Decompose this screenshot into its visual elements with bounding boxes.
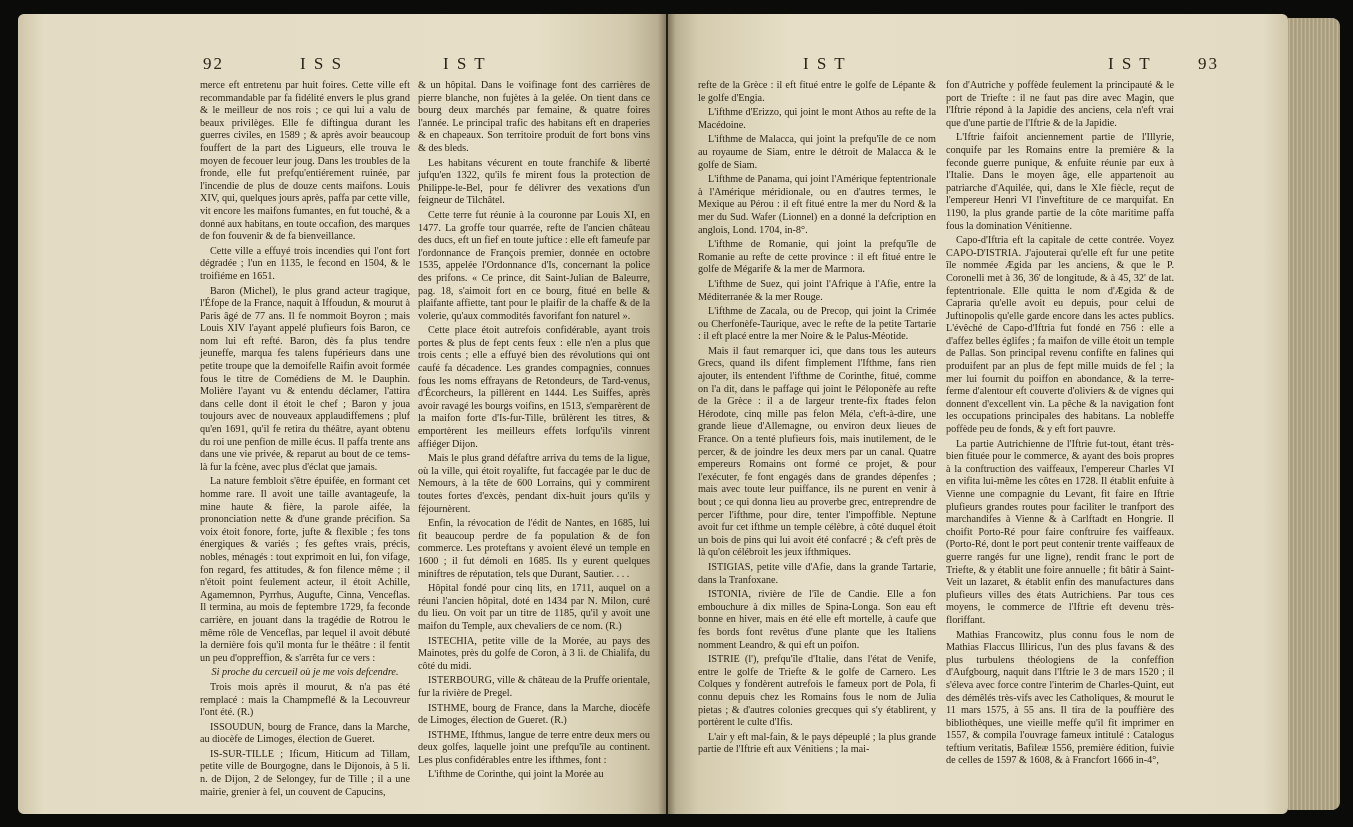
paragraph: Cette place étoit autrefois confidérable, ayant trois portes & plus de fept cents feux : elle n'en a plus que trois cents ; elle a effuyé bien des révolutions qui ont caufé fa décadence. Les grandes compagnies, connues fous les noms effrayans de Retondeurs, de Tard-venus, d'Écorcheurs, la pillèrent en 1444. Les Suiffes, après avoir ravagé les bourgs voifins, en 1513, s'emparèrent de la maifon forte d'Is-fur-Tille, brûlèrent les titres, & emportèrent les meilleurs effets lorfqu'ils vinrent affiéger Dijon. — [418, 325, 650, 450]
paragraph: merce eft entretenu par huit foires. Cette ville eft recommandable par fa fidélité envers le plus grand & le meilleur de nos rois ; ce qui lui a valu de beaux privilèges. Elle fe diftingua durant les guerres civiles, en 1589 ; & après avoir beaucoup fouffert de la part des Ligueurs, elle trouva le moyen de fecouer leur joug. Dans les troubles de la fronde, elle fut prefqu'entiérement ruinée, par l'incendie de plus de douze cents maifons. Louis XIV, qui, quelques jours après, paffa par cette ville, vit encore les maifons fumantes, en fut touché, & a donné aux habitans, en toute occafion, des marques de fon fouvenir & de fa bienveillance. — [200, 80, 410, 243]
right-page — [668, 14, 1288, 814]
paragraph: Mais le plus grand défaftre arriva du tems de la ligue, où la ville, qui étoit royalifte, fut faccagée par le duc de Nemours, à la tête de 600 Lorrains, qui y commirent toutes fortes d'excès, pendant dix-huit jours qu'ils y féjournèrent. — [418, 453, 650, 515]
left-page-number: 92 — [203, 54, 224, 73]
paragraph: refte de la Grèce : il eft fitué entre le golfe de Lépante & le golfe d'Engia. — [698, 80, 936, 104]
paragraph: L'ifthme d'Erizzo, qui joint le mont Athos au refte de la Macédoine. — [698, 107, 936, 131]
paragraph: Cette ville a effuyé trois incendies qui l'ont fort dégradée ; l'un en 1135, le fecond en 1504, & le troifiéme en 1651. — [200, 245, 410, 282]
book-gutter — [658, 14, 676, 814]
right-column-1 — [698, 80, 936, 759]
paragraph: L'ifthme de Panama, qui joint l'Amérique feptentrionale à l'Amérique méridionale, ou en d'autres termes, le Mexique au Pérou : il eft fitué entre la mer du Nord & la mer du Sud. Wafer (Lionnel) en a donné la defcription en anglois, Lond. 1704, in-8°. — [698, 174, 937, 236]
verse-line: Si proche du cercueil où je me vois defcendre. — [211, 667, 399, 679]
right-page-number: 93 — [1198, 54, 1219, 73]
left-column-1 — [200, 80, 410, 801]
paragraph: La partie Autrichienne de l'Iftrie fut-tout, étant très-bien fituée pour le commerce, & ayant des bois propres à la conftruction des vaiffeaux, l'empereur Charles VI en vifita lui-même les côtes en 1728. Il établit enfuite à Vienne une compagnie du Levant, fit faire en Iftrie plufieurs grandes routes pour faciliter le tranfport des marchandifes à Vienne & à Carlftadt en Hongrie. Il choifit Porto-Ré pour faire conftruire fes vaiffeaux. (Porto-Ré, dont le port peut contenir trente vaiffeaux de guerre rangés fur une ligne), rendit franc le port de Triefte, & y établit une foire annuelle ; fit bâtir à Saint-Veit un lazaret, & établit enfin des manufactures dans plufieurs villes des états Autrichiens. Par tous ces moyens, le commerce de l'Iftrie eft devenu très-floriffant. — [946, 438, 1174, 626]
paragraph: La nature fembloit s'être épuifée, en formant cet homme rare. Il avoit une taille avantageufe, la mine haute & fière, la parole aifée, la prononciation nette & d'une grande précifion. Sa voix étoit fonore, forte, jufte & flexible ; fes tons énergiques & variés ; fes geftes vrais, précis, nobles, ménagés : tout exprimoit en lui, fon vifage, fon regard, fes attitudes, & fon filence même ; il n'étoit point feulement acteur, il étoit Achille, Agamemnon, Pyrrhus, Augufte, Cinna, Venceflas. Il termina, au mois de feptembre 1729, fa feconde carrière, en jouant dans la tragédie de Rotrou le même rôle de Venceflas, par lequel il avoit débuté la dernière fois qu'il monta fur le théâtre : il fentit un peu d'oppreffion, & s'arrêta fur ce vers : — [200, 476, 410, 664]
paragraph: L'air y eft mal-fain, & le pays dépeuplé ; la plus grande partie de l'Iftrie eft aux Vénitiens ; la mai- — [698, 731, 936, 756]
paragraph: ISTRIE (l'), prefqu'île d'Italie, dans l'état de Venife, entre le golfe de Triefte & le golfe de Carnero. Les Colques y fondèrent autrefois le fameux port de Pola, fi connu depuis chez les Romains fous le nom de Julia pietas ; & d'autres colonies grecques qui s'y établirent, y portèrent le culte d'Ifis. — [698, 654, 936, 729]
paragraph: L'ifthme de Malacca, qui joint la prefqu'île de ce nom au royaume de Siam, entre le détroit de Malacca & le golfe de Siam. — [698, 134, 936, 171]
paragraph: Enfin, la révocation de l'édit de Nantes, en 1685, lui fit beaucoup perdre de fa population & de fon commerce. Les proteftans y avoient élevé un temple en 1600 ; il fut démoli en 1685. Ils y eurent quelques miniftres de réputation, tels que Durant, Sautier. . . . — [418, 518, 650, 580]
paragraph: ISTHME, bourg de France, dans la Marche, diocèfe de Limoges, élection de Gueret. (R.) — [418, 702, 650, 727]
paragraph: L'ifthme de Zacala, ou de Precop, qui joint la Crimée ou Cherfonèfe-Taurique, avec le refte de la petite Tartarie : il eft placé entre la mer Noire & le Palus-Méotide. — [698, 306, 936, 343]
paragraph: L'ifthme de Corinthe, qui joint la Morée au — [428, 769, 604, 781]
paragraph: Mais il faut remarquer ici, que dans tous les auteurs Grecs, quand ils difent fimplement l'Ifthme, fans rien ajouter, ils entendent l'ifthme de Corinthe, fitué, comme on l'a dit, dans le paffage qui joint le Péloponèfe au refte de la Grèce : il a de largeur trente-fix ftades felon Hérodote, cinq mille pas felon Méla, c'eft-à-dire, une grande lieue d'Allemagne, ou environ deux lieues de France. On a tenté plufieurs fois, mais inutilement, de le percer, & de joindre les deux mers par un canal. Quatre empereurs Romains ont formé ce projet, & pour l'exécuter, fe font engagés dans de grandes dépenfes ; mais avec toute leur puiffance, ils ne purent en venir à bout ; ce qui donna lieu au proverbe grec, entreprendre de percer l'ifthme, pour dire, tenter l'impoffible. Neptune avoit fur cet ifthme un temple célèbre, à côté duquel étoit un bois de pins qui lui avoit été confacré ; & c'eft près de là qu'on célébroit les jeux ifthmiques. — [698, 345, 936, 559]
paragraph: L'ifthme de Suez, qui joint l'Afrique à l'Afie, entre la Méditerranée & la mer Rouge. — [698, 278, 936, 303]
page-edges — [1288, 18, 1340, 810]
paragraph: fon d'Autriche y poffède feulement la principauté & le port de Triefte : il ne faut pas dire avec Magin, que l'Iftrie répond à la Japidie des anciens, cela n'eft vrai que d'une partie de l'Iftrie & de la Japidie. — [946, 80, 1174, 129]
paragraph: Trois mois après il mourut, & n'a pas été remplacé : mais la Champmeflé & la Lecouvreur l'ont été. (R.) — [200, 681, 410, 719]
left-column-2 — [418, 80, 650, 784]
paragraph: Baron (Michel), le plus grand acteur tragique, l'Éfope de la France, naquit à Iffoudun, & mourut à Paris âgé de 77 ans. Il fe nommoit Boyron ; mais Louis XIV l'ayant appelé plufieurs fois Baron, ce nom lui eft refté. Baron, dès fa plus tendre jeuneffe, marqua fes talens fupérieurs dans une petite troupe que la demoifelle Raifin avoit formée fous le titre de Comédiens de M. le Dauphin. Molière l'ayant vu & entendu déclamer, l'attira dans celle dont il étoit le chef ; Baron y joua toujours avec de nouveaux applaudiffemens ; pluf qu'en 1691, qu'il fe retira du théâtre, ayant obtenu du roi une penfion de mille écus. Il paffa trente ans dans une vie privée, & reparut au bout de ce tems-là fur la fcène, avec plus d'éclat que jamais. — [200, 285, 410, 473]
paragraph: ISTERBOURG, ville & château de la Pruffe orientale, fur la rivière de Pregel. — [418, 675, 650, 699]
paragraph: L'ifthme de Romanie, qui joint la prefqu'île de Romanie au refte de cette province : il eft fitué entre le golfe de Mégarife & la mer de Marmora. — [698, 239, 936, 276]
paragraph: ISTECHIA, petite ville de la Morée, au pays des Mainotes, près du golfe de Coron, à 3 li. de Chialifa, du côté du midi. — [418, 635, 650, 672]
left-running-head: I S S — [300, 54, 344, 73]
paragraph: ISSOUDUN, bourg de France, dans la Marche, au diocèfe de Limoges, élection de Gueret. — [200, 721, 410, 746]
left-running-head-center: I S T — [443, 54, 487, 73]
right-running-head: I S T — [1108, 54, 1152, 73]
paragraph: ISTIGIAS, petite ville d'Afie, dans la grande Tartarie, dans la Tranfoxane. — [698, 561, 936, 586]
paragraph: L'Iftrie faifoit anciennement partie de l'Illyrie, conquife par les Romains entre la première & la feconde guerre punique, & enfuite réunie par eux à l'Italie. Dans le moyen âge, elle appartenoit au patriarche d'Aquilée, qui, dans le XIe fiècle, reçut de l'empereur Henri VI l'inveftiture de ce marquifat. En 1190, la plus grande partie de la côte maritime paffa fous la domination Vénitienne. — [946, 132, 1174, 232]
paragraph: Capo-d'Iftria eft la capitale de cette contrée. Voyez CAPO-D'ISTRIA. J'ajouterai qu'elle eft fur une petite île nommée Ægida par les anciens, & que le P. Coronelli met à 36, 36' de longitude, & à 45, 32' de lat. feptentrionale. Elle quitta le nom d'Ægida & de Capraria qu'elle avoit eu depuis, pour celui de Juftinopolis qu'elle garde encore dans les actes publics. L'évêché de Capo-d'Iftria fut fondé en 756 : elle a d'affez belles églifes ; fa maifon de ville étoit un temple de Pallas. Son principal revenu confifte en falines qui produifent par an plus de fept mille muids de fel ; la mer lui fournit du poiffon en abondance, & la terre-ferme d'alentour eft couverte d'oliviers & de vignes qui donnent d'excellent vin. La pêche & la navigation font les occupations principales des habitans. La nobleffe poffède peu de fonds, & y eft fort pauvre. — [946, 235, 1174, 436]
paragraph: Les habitans vécurent en toute franchife & liberté jufqu'en 1322, qu'ils fe mirent fous la protection de Philippe-le-Bel, pour fe délivrer des vexations d'un feigneur de Tilchâtel. — [418, 157, 650, 207]
paragraph: Cette terre fut réunie à la couronne par Louis XI, en 1477. La groffe tour quarrée, refte de l'ancien château des ducs, eft un fief en toute juftice : elle eft fameufe par l'ordonnance de François premier, donnée en octobre 1535, appelée l'Ordonnance d'Is, concernant la police des prifons. « Ce prince, dit Saint-Julian de Baleurre, pag. 18, s'aimoit fort en ce bourg, fitué en belle & plaifante affiette, tant pour le plaifir de la chaffe & de la volerie, qu'aux commodités favorifant fon naturel ». — [418, 209, 650, 322]
left-page — [18, 14, 666, 814]
paragraph: ISTONIA, rivière de l'île de Candie. Elle a fon embouchure à dix milles de Spina-Longa. Son eau eft bonne en hiver, mais en été elle eft mortelle, à caufe que fes bords font revêtus d'une plante que les Italiens nomment Leandro, & qui eft un poifon. — [698, 589, 936, 651]
right-running-head-center: I S T — [803, 54, 847, 73]
paragraph: Mathias Francowitz, plus connu fous le nom de Mathias Flaccus Illiricus, l'un des plus favans & des plus turbulens théologiens de la confeffion d'Aufgbourg, naquit dans l'Iftrie le 3 de mars 1520 ; il s'éleva avec force contre l'interim de Charles-Quint, eut des démêlés très-vifs avec les Catholiques, & mourut le 11 mars 1575, à 55 ans. Il tira de la pouffière des bibliothèques, une vieille meffe qu'il fit imprimer en 1557, & compila l'ouvrage fameux intitulé : Catalogus teftium veritatis, Bafileæ 1556, première édition, fuivie de celles de 1597 & 1608, & à Francfort 1666 in-4°, — [946, 629, 1174, 767]
paragraph: & un hôpital. Dans le voifinage font des carrières de pierre blanche, non fujètes à la gelée. On tient dans ce bourg deux marchés par femaine, & quatre foires l'année. Le principal trafic des habitans eft en draperies & en chapeaux. Son territoire produit de fort bons vins & des bleds. — [418, 80, 650, 154]
paragraph: ISTHME, Ifthmus, langue de terre entre deux mers ou deux golfes, laquelle joint une prefqu'île au continent. Les plus confidérables entre les ifthmes, font : — [418, 729, 650, 766]
paragraph: Hôpital fondé pour cinq lits, en 1711, auquel on a réuni l'ancien hôpital, doté en 1434 par N. Milon, curé du lieu. On voit par un titre de 1185, qu'il y avoit une maifon du Temple, aux chevaliers de ce nom. (R.) — [418, 583, 650, 632]
right-column-2 — [946, 80, 1174, 770]
paragraph: IS-SUR-TILLE ; Ificum, Hiticum ad Tillam, petite ville de Bourgogne, dans le Dijonois, à 5 li. n. de Dijon, 2 de Selongey, fur de Tille ; il a une mairie, grenier à fel, un couvent de Capucins, — [200, 748, 410, 798]
